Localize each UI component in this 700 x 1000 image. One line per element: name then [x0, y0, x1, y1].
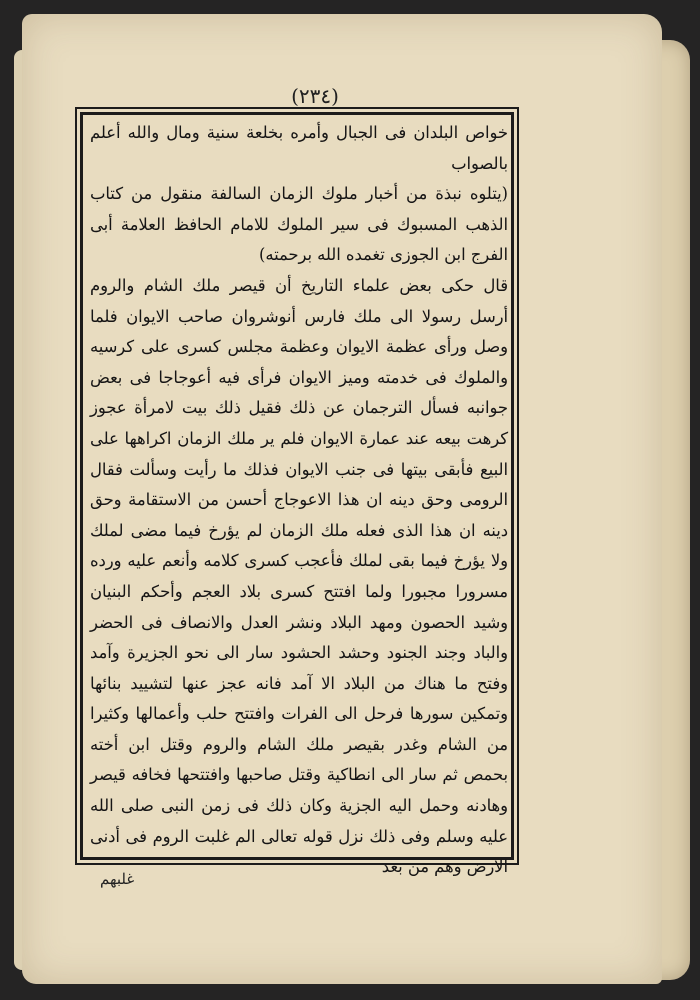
- main-text-block: [90, 118, 508, 877]
- text-paragraph: قال حكى بعض علماء التاريخ أن قيصر ملك الشام والروم أرسل رسولا الى ملك فارس أنوشروان صاحب الايوان فلما وصل ورأى عظمة الايوان وعظمة مجلس كسرى على كرسيه والملوك فى خدمته وميز الايوان فرأى فيه أعوجاجا فى بعض جوانبه فسأل الترجمان عن ذلك فقيل ذلك بيت لامرأة عجوز كرهت بيعه عند عمارة الايوان فلم ير ملك الزمان اكراهها على البيع فأبقى بيتها فى جنب الايوان فذلك ما رأيت وسألت فقال الرومى وحق دينه ان هذا الاعوجاج أحسن من الاستقامة وحق دينه ان هذا الذى فعله ملك الزمان لم يؤرخ فيما مضى لملك ولا يؤرخ فيما بقى لملك فأعجب كسرى كلامه وأنعم عليه ورده مسرورا مجبورا ولما افتتح كسرى بلاد العجم وأحكم البنيان وشيد الحصون ومهد البلاد ونشر العدل والانصاف فى الحضر والباد وجند الجنود وحشد الحشود سار الى نحو الجزيرة وآمد وفتح ما هناك من البلاد الا آمد فانه عجز عنها لتشييد بنائها وتمكين سورها فرحل الى الفرات وافتتح حلب وأعمالها وكثيرا من الشام وغدر بقيصر ملك الشام والروم وقتل ابن أخته بحمص ثم سار الى انطاكية وقتل صاحبها وافتتحها فخافه قيصر وهادنه وحمل اليه الجزية وكان ذلك فى زمن النبى صلى الله عليه وسلم وفى ذلك نزل قوله تعالى الم غلبت الروم فى أدنى الارض وهم من بعد: [90, 275, 508, 877]
- text-paragraph: خواص البلدان فى الجبال وأمره بخلعة سنية ومال والله أعلم بالصواب: [90, 123, 508, 173]
- catchword: غلبهم: [100, 870, 135, 888]
- text-paragraph-heading: (يتلوه نبذة من أخبار ملوك الزمان السالفة منقول من كتاب الذهب المسبوك فى سير الملوك للامام الحافظ العلامة أبى الفرج ابن الجوزى تغمده الله برحمته): [90, 184, 508, 265]
- page-number: (٢٣٤): [291, 84, 339, 108]
